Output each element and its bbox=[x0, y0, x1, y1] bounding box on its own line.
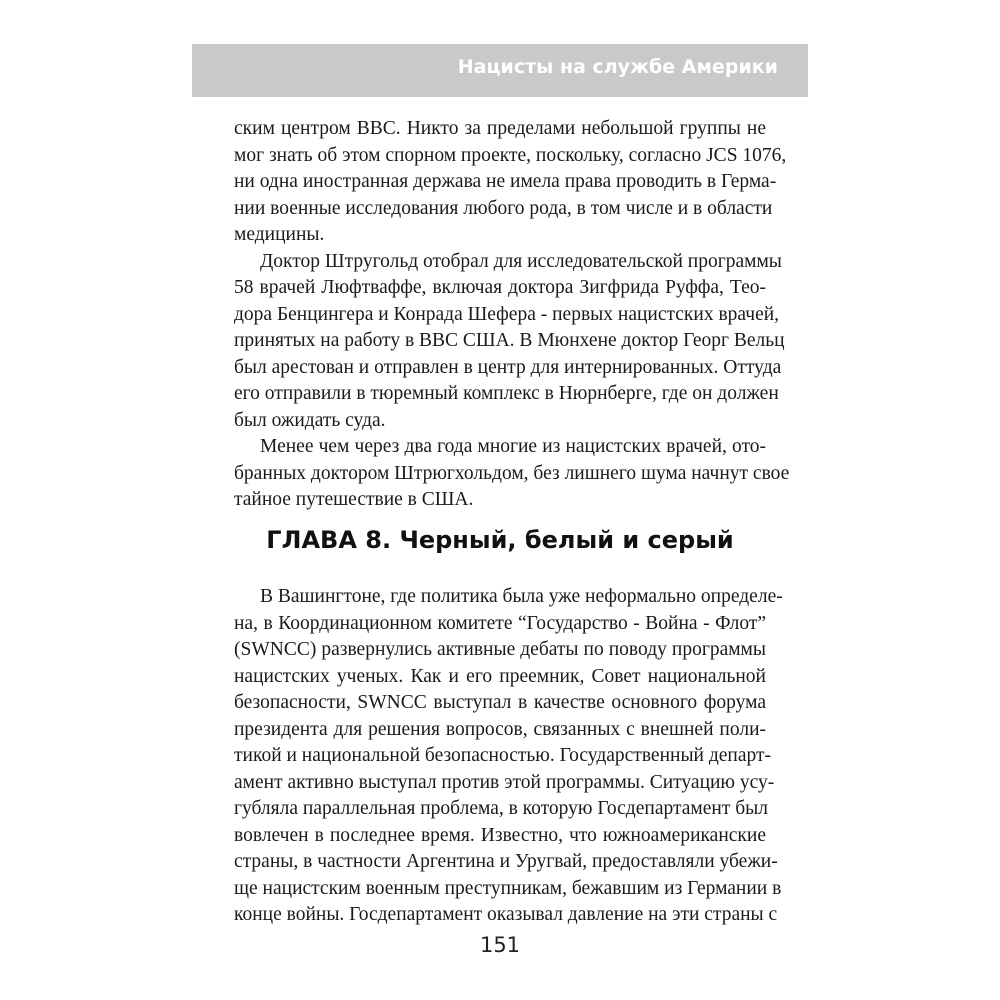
text-line: медицины. bbox=[234, 224, 325, 245]
text-line: на, в Координационном комитете “Государство - Война - Флот” bbox=[234, 612, 766, 634]
chapter-heading: ГЛАВА 8. Черный, белый и серый bbox=[266, 526, 734, 554]
body-text-section-1 bbox=[234, 116, 790, 514]
page-number: 151 bbox=[479, 933, 521, 957]
text-line: амент активно выступал против этой программы. Ситуацию усу- bbox=[234, 771, 775, 793]
text-line: (SWNCC) развернулись активные дебаты по поводу программы bbox=[234, 639, 766, 660]
text-line: вовлечен в последнее время. Известно, что южноамериканские bbox=[234, 824, 766, 846]
text-line: страны, в частности Аргентина и Уругвай, предоставляли убежи- bbox=[234, 851, 778, 872]
text-line: президента для решения вопросов, связанных с внешней поли- bbox=[234, 718, 766, 740]
text-line: был ожидать суда. bbox=[234, 409, 386, 431]
text-line: ще нацистским военным преступникам, бежавшим из Германии в bbox=[234, 877, 782, 899]
text-line: был арестован и отправлен в центр для интернированных. Оттуда bbox=[234, 356, 782, 378]
text-line: губляла параллельная проблема, в которую Госдепартамент был bbox=[234, 798, 768, 819]
text-line: дора Бенцингера и Конрада Шефера - первых нацистских врачей, bbox=[234, 303, 780, 325]
text-line: нацистских ученых. Как и его преемник, Совет национальной bbox=[234, 665, 766, 687]
text-line: бранных доктором Штрюгхольдом, без лишнего шума начнут свое bbox=[234, 462, 790, 484]
text-line: тикой и национальной безопасностью. Государственный департ- bbox=[234, 745, 772, 766]
text-line: тайное путешествие в США. bbox=[234, 489, 474, 510]
text-line: ским центром ВВС. Никто за пределами небольшой группы не bbox=[234, 118, 766, 139]
text-line: безопасности, SWNCC выступал в качестве основного форума bbox=[234, 692, 766, 713]
text-line: нии военные исследования любого рода, в том числе и в области bbox=[234, 197, 773, 219]
text-line: Менее чем через два года многие из нацистских врачей, ото- bbox=[260, 436, 766, 457]
text-line: его отправили в тюремный комплекс в Нюрнберге, где он должен bbox=[234, 383, 779, 404]
running-header-title: Нацисты на службе Америки bbox=[457, 56, 778, 78]
text-line: В Вашингтоне, где политика была уже неформально определе- bbox=[260, 586, 783, 607]
text-line: мог знать об этом спорном проекте, поскольку, согласно JCS 1076, bbox=[234, 144, 787, 166]
text-line: Доктор Штругольд отобрал для исследовательской программы bbox=[260, 250, 782, 272]
body-text-section-2 bbox=[234, 584, 783, 929]
text-line: 58 врачей Люфтваффе, включая доктора Зигфрида Руффа, Тео- bbox=[234, 277, 766, 298]
text-line: конце войны. Госдепартамент оказывал давление на эти страны с bbox=[234, 904, 778, 925]
text-line: принятых на работу в ВВС США. В Мюнхене доктор Георг Вельц bbox=[234, 330, 785, 351]
running-header-bar bbox=[192, 44, 808, 97]
text-line: ни одна иностранная держава не имела права проводить в Герма- bbox=[234, 171, 777, 192]
